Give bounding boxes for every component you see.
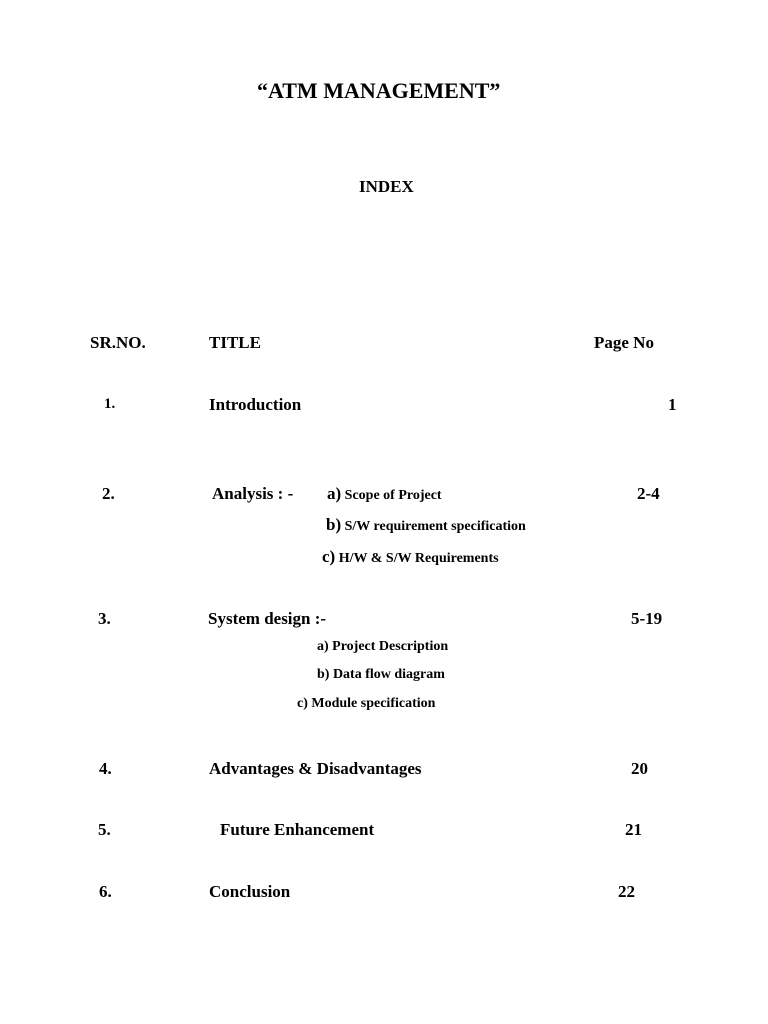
document-title: “ATM MANAGEMENT” [257,78,501,103]
row-1-sr: 1. [104,396,116,412]
row-6-title: Conclusion [209,882,291,901]
row-4-title: Advantages & Disadvantages [209,759,422,778]
row-5-sr: 5. [98,820,111,839]
row-3-page: 5-19 [631,609,663,628]
row-4-page: 20 [631,759,648,778]
subitem-text: S/W requirement specification [344,519,526,534]
row-5-title: Future Enhancement [220,820,375,839]
row-2-page: 2-4 [637,484,660,503]
row-6-page: 22 [618,882,635,901]
row-3-subitem-b: b) Data flow diagram [317,667,445,682]
subitem-text: Scope of Project [344,488,442,503]
subitem-letter: b) [326,515,342,534]
row-2-subitem-a [327,485,442,503]
subitem-letter: c) [322,547,336,566]
row-1-page: 1 [668,395,677,414]
row-3-subitem-c: c) Module specification [297,696,436,711]
row-2-sr: 2. [102,484,115,503]
row-4-sr: 4. [99,759,112,778]
column-header-title: TITLE [209,333,261,352]
row-5-page: 21 [625,820,642,839]
row-2-subitem-b [326,516,526,534]
row-3-title: System design :- [208,609,327,628]
row-3-sr: 3. [98,609,111,628]
column-header-page-no: Page No [594,333,654,352]
row-6-sr: 6. [99,882,112,901]
row-1-title: Introduction [209,395,302,414]
subitem-text: H/W & S/W Requirements [338,551,499,566]
row-2-subitem-c [322,548,499,566]
row-3-subitem-a: a) Project Description [317,639,449,654]
column-header-sr-no: SR.NO. [90,333,146,352]
index-heading: INDEX [359,177,414,196]
subitem-letter: a) [327,484,342,503]
row-2-title: Analysis : - [212,484,294,503]
